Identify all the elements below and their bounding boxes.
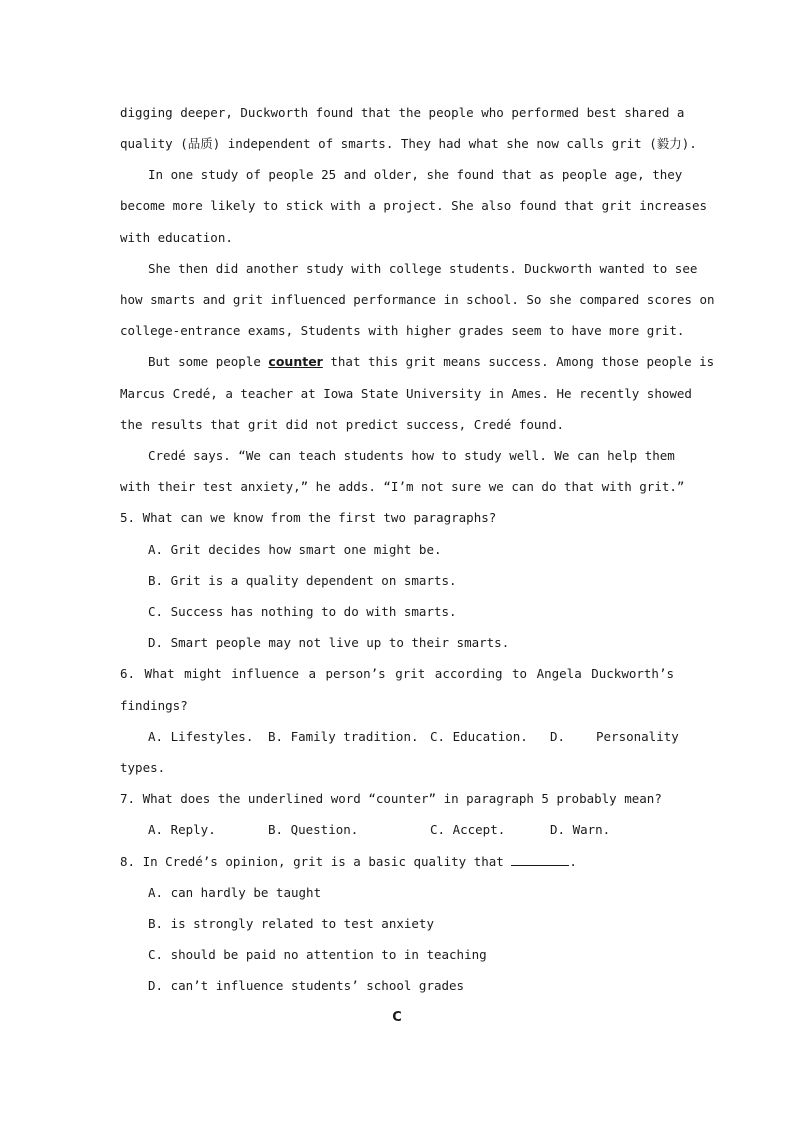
question-stem-text: 8. In Credé’s opinion, grit is a basic quality that [120,854,512,869]
option-a: A. Lifestyles. [148,729,254,744]
question-stem: 7. What does the underlined word “counter” in paragraph 5 probably mean? [120,791,662,806]
option-c: C. Accept. [430,822,506,837]
answer-blank [511,853,569,866]
passage-line: become more likely to stick with a project. She also found that grit increases [120,198,707,213]
underlined-word-counter: counter [268,354,323,369]
passage-line: In one study of people 25 and older, she found that as people age, they [148,167,683,182]
question-stem: 5. What can we know from the first two paragraphs? [120,510,497,525]
option-b: B. Family tradition. [268,729,419,744]
passage-line: with their test anxiety,” he adds. “I’m not sure we can do that with grit.” [120,479,685,494]
option-a: A. Grit decides how smart one might be. [148,542,442,557]
passage-line [148,352,715,372]
options-row [120,727,679,747]
option-c: C. Success has nothing to do with smarts. [148,604,457,619]
option-d: D. can’t influence students’ school grades [148,978,465,993]
option-d-continued: types. [120,760,166,775]
option-a: A. can hardly be taught [148,885,322,900]
passage-line: college-entrance exams, Students with higher grades seem to have more grit. [120,323,685,338]
option-d-label: D. [550,729,566,744]
passage-line: with education. [120,230,233,245]
option-d: D. Smart people may not live up to their smarts. [148,635,510,650]
passage-line: Credé says. “We can teach students how to study well. We can help them [148,448,675,463]
options-row [120,820,674,840]
passage-text: But some people [148,354,269,369]
passage-line: the results that grit did not predict success, Credé found. [120,417,565,432]
option-c: C. Education. [430,729,528,744]
section-heading: C [392,1010,402,1025]
passage-text: that this grit means success. Among those people is [322,354,715,369]
passage-line: She then did another study with college students. Duckworth wanted to see [148,261,698,276]
option-a: A. Reply. [148,822,216,837]
passage-line: how smarts and grit influenced performance in school. So she compared scores on [120,292,715,307]
question-stem: 6. What might influence a person’s grit according to Angela Duckworth’s [120,666,674,681]
option-d: D. Warn. [550,822,611,837]
passage-line: quality (品质) independent of smarts. They had what she now calls grit (毅力). [120,136,697,151]
option-b: B. Question. [268,822,359,837]
question-stem-end: . [569,854,577,869]
passage-line: digging deeper, Duckworth found that the people who performed best shared a [120,105,685,120]
option-b: B. Grit is a quality dependent on smarts. [148,573,457,588]
question-stem: findings? [120,698,188,713]
option-d: Personality [596,729,679,744]
passage-line: Marcus Credé, a teacher at Iowa State University in Ames. He recently showed [120,386,692,401]
option-c: C. should be paid no attention to in teaching [148,947,487,962]
question-stem [120,852,674,872]
option-b: B. is strongly related to test anxiety [148,916,434,931]
